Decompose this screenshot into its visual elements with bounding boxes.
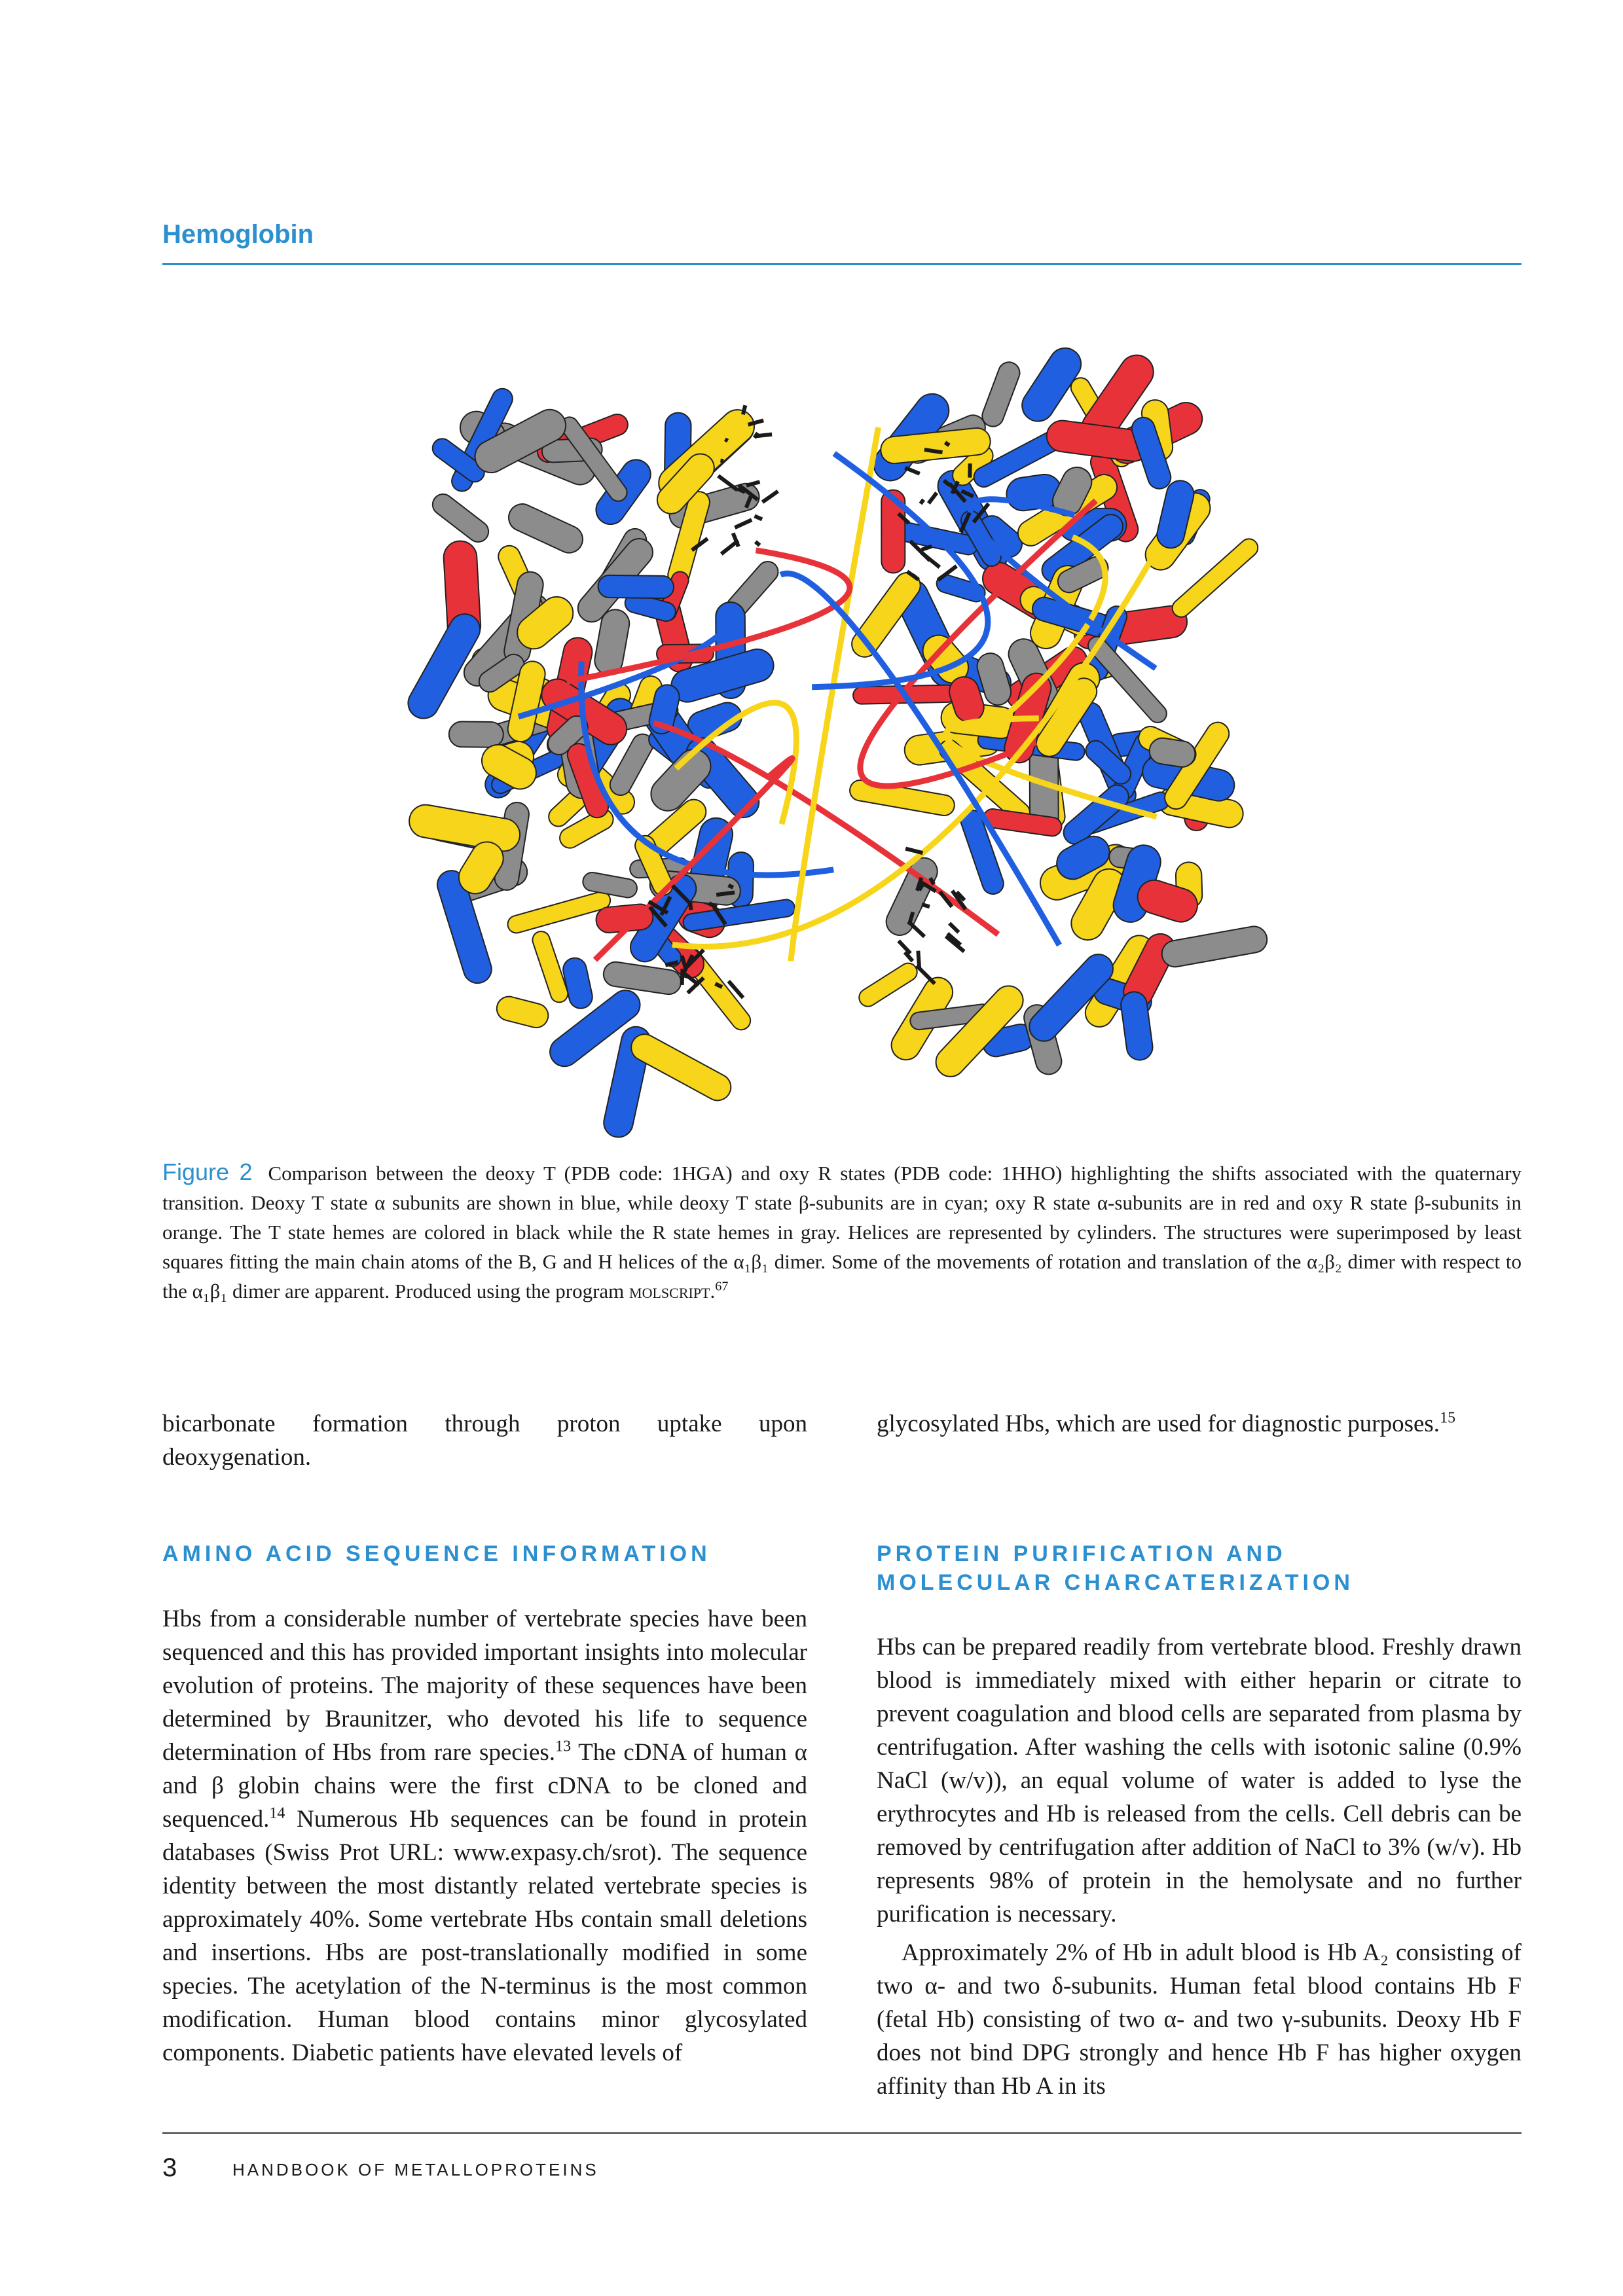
left-p1-a: Hbs from a considerable number of vertebrate species have been sequenced and this has provided important insights into molecular evolution of proteins. The majority of these sequences have been determined by Braunitzer, who devoted his life to sequence determination of Hbs from rare species. (162, 1605, 807, 1766)
helix-segment-82 (979, 359, 1023, 430)
helix-segment-100 (561, 956, 594, 1011)
right-intro-span: glycosylated Hbs, which are used for diagnostic purposes. (877, 1410, 1440, 1437)
right-intro (877, 1407, 1522, 1441)
left-paragraph (162, 1602, 807, 2070)
left-p1-c: Numerous Hb sequences can be found in protein databases (Swiss Prot URL: www.expasy.ch/srot). The sequence identity between the most distantly related vertebrate species is approximately 40%. Some vertebrate Hbs contain small deletions and insertions. Hbs are post-translationally modified in some species. The acetylation of the N-terminus is the most common modification. Human blood contains minor glycosylated components. Diabetic patients have elevated levels of (162, 1806, 807, 2066)
heading-line-2: MOLECULAR CHARCATERIZATION (877, 1570, 1354, 1595)
running-title: Hemoglobin (162, 220, 314, 249)
right-paragraph-2: Approximately 2% of Hb in adult blood is Hb A₂ consisting of two α- and two δ-subunits. Human fetal blood contains Hb F (fetal Hb) consisting of two α- and two γ-subunits. Deoxy Hb F does not bind DPG strongly and hence Hb F has higher oxygen affinity than Hb A in its (877, 1939, 1522, 2100)
helix-segment-183 (1160, 924, 1269, 969)
hemoglobin-structure-figure (367, 295, 1303, 1145)
caption-program: molscript (629, 1280, 710, 1302)
helix-segment-41 (598, 575, 674, 599)
page-number: 3 (162, 2153, 177, 2182)
helix-segment-115 (505, 889, 612, 935)
helix-segment-19 (449, 721, 503, 747)
right-paragraph-1: Hbs can be prepared readily from vertebrate blood. Freshly drawn blood is immediately mixed with either heparin or citrate to prevent coagulation and blood cells are separated from plasma by centrifugation. After washing the cells with isotonic saline (0.9% NaCl (w/v)), an equal volume of water is added to lyse the erythrocytes and Hb is released from the cells. Cell debris can be removed by centrifugation after addition of NaCl to 3% (w/v). Hb represents 98% of protein in the hemolysate and no further purification is necessary. (877, 1634, 1522, 1928)
left-intro (162, 1407, 807, 1474)
helix-segment-21 (428, 490, 492, 547)
helix-segment-173 (856, 960, 921, 1010)
left-p1-b: The cDNA of human α and β globin chains were the first cDNA to be cloned and sequenced. (162, 1739, 808, 1833)
heading-protein-purification (877, 1539, 1522, 1597)
ref-13: 13 (555, 1738, 572, 1755)
heading-line-1: PROTEIN PURIFICATION AND (877, 1541, 1286, 1566)
left-intro-text: bicarbonate formation through proton uptake upon deoxygenation. (162, 1410, 807, 1471)
footer-rule (162, 2132, 1522, 2134)
caption-text: Comparison between the deoxy T (PDB code: 1HGA) and oxy R states (PDB code: 1HHO) highlighting the shifts associated with the quaternary transition. Deoxy T state α subunits are shown in blue, while deoxy T state β-subunits are in cyan; oxy R state α-subunits are in red and oxy R state β-subunits in orange. The T state hemes are colored in black while the R state hemes in gray. Helices are represented by cylinders. The structures were superimposed by least squares fitting the main chain atoms of the B, G and H helices of the α₁β₁ dimer. Some of the movements of rotation and translation of the α₂β₂ dimer with respect to the α₁β₁ dimer are apparent. Produced using the program (162, 1162, 1522, 1302)
figure-caption: Figure 2 Comparison between the deoxy T (PDB code: 1HGA) and oxy R states (PDB code: 1HHO) highlighting the shifts associated with the quaternary transition. Deoxy T state α subunits are shown in blue, while deoxy T state β-subunits are in cyan; oxy R state α-subunits are in red and oxy R state β-subunits in orange. The T state hemes are colored in black while the R state hemes in gray. Helices are represented by cylinders. The structures were superimposed by least squares fitting the main chain atoms of the B, G and H helices of the α₁β₁ dimer. Some of the movements of rotation and translation of the α₂β₂ dimer with respect to the α₁β₁ dimer are apparent. Produced using the program molscript.$^{67}$ (162, 1158, 1522, 1302)
footer-book-title: HANDBOOK OF METALLOPROTEINS (232, 2160, 599, 2179)
ref-15: 15 (1440, 1409, 1456, 1427)
header-rule (162, 263, 1522, 265)
right-body (877, 1630, 1522, 2103)
figure-label: Figure 2 (162, 1158, 253, 1185)
left-body (162, 1602, 807, 2070)
caption-ref: 67 (715, 1279, 729, 1294)
right-intro-text (877, 1407, 1522, 1441)
helix-segment-127 (494, 994, 551, 1030)
ref-14: 14 (269, 1804, 285, 1822)
heading-amino-acid: AMINO ACID SEQUENCE INFORMATION (162, 1541, 711, 1566)
ribbon-diagram (367, 295, 1303, 1145)
